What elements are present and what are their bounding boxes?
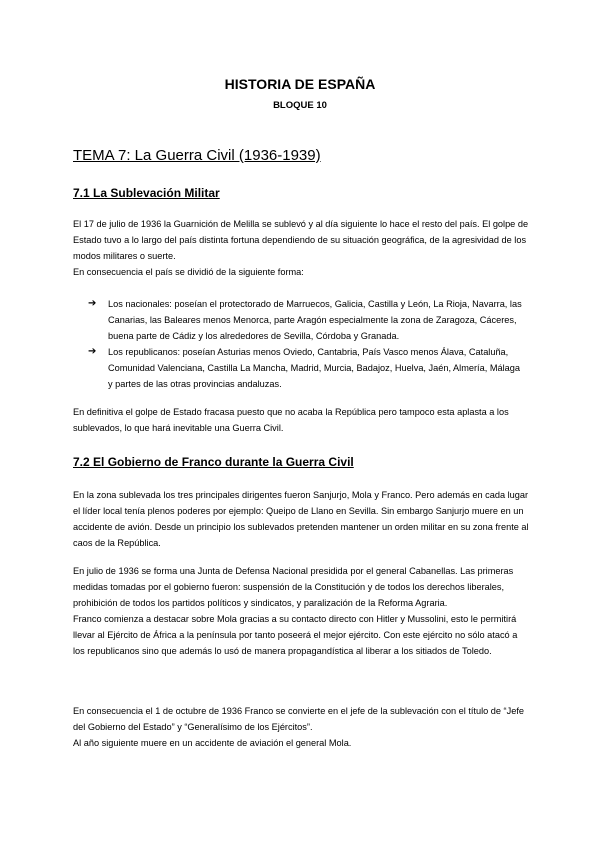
list-item-text: Los nacionales: poseían el protectorado de Marruecos, Galicia, Castilla y León, La Rioja, Navarra, las Canarias, las Baleares menos Menorca, parte Aragón especialmente la zona de Zaragoza, Cáceres, buena parte de Cádiz y los alrededores de Sevilla, Córdoba y Granada. — [108, 299, 522, 341]
paragraph: Franco comienza a destacar sobre Mola gracias a su contacto directo con Hitler y Mussolini, esto le permitirá llevar al Ejército de África a la península por tanto poseerá el mejor ejército. Con este ejército no sólo atacó a los republicanos sino que además lo usó de manera propagandística al liberar a los sitiados de Toledo. — [73, 614, 518, 656]
list-item — [88, 296, 524, 344]
arrow-right-icon: ➔ — [88, 346, 97, 357]
arrow-right-icon: ➔ — [88, 298, 97, 309]
paragraph: En consecuencia el país se dividió de la siguiente forma: — [73, 267, 304, 277]
section-2-paragraph-2 — [73, 563, 529, 659]
document-subtitle: BLOQUE 10 — [273, 100, 327, 111]
section-2-paragraph-1 — [73, 487, 529, 551]
section-2-paragraph-3 — [73, 703, 529, 751]
section-1-conclusion — [73, 404, 529, 436]
paragraph: En julio de 1936 se forma una Junta de Defensa Nacional presidida por el general Cabanellas. Las primeras medidas tomadas por el gobierno fueron: suspensión de la Constitución y de todos los derechos liberales, prohibición de todos los partidos políticos y sindicatos, y paralización de la Reforma Agraria. — [73, 566, 514, 608]
paragraph: Al año siguiente muere en un accidente de aviación el general Mola. — [73, 738, 352, 748]
topic-heading: TEMA 7: La Guerra Civil (1936-1939) — [73, 147, 321, 164]
section-2-heading: 7.2 El Gobierno de Franco durante la Guerra Civil — [73, 455, 354, 469]
list-item-text: Los republicanos: poseían Asturias menos Oviedo, Cantabria, País Vasco menos Álava, Cataluña, Comunidad Valenciana, Castilla La Mancha, Madrid, Murcia, Badajoz, Huelva, Jaén, Almería, Málaga y partes de las otras provincias andaluzas. — [108, 347, 520, 389]
paragraph: En consecuencia el 1 de octubre de 1936 Franco se convierte en el jefe de la sublevación con el título de “Jefe del Gobierno del Estado” y “Generalísimo de los Ejércitos”. — [73, 706, 524, 732]
paragraph: En definitiva el golpe de Estado fracasa puesto que no acaba la República pero tampoco esta aplasta a los sublevados, lo que hará inevitable una Guerra Civil. — [73, 407, 509, 433]
section-1-heading: 7.1 La Sublevación Militar — [73, 186, 220, 200]
paragraph: El 17 de julio de 1936 la Guarnición de Melilla se sublevó y al día siguiente lo hace el resto del país. El golpe de Estado tuvo a lo largo del país distinta fortuna dependiendo de su situación geográfica, de la agresividad de los modos militares o suerte. — [73, 219, 529, 261]
division-list — [88, 296, 524, 392]
section-1-intro — [73, 216, 529, 280]
list-item — [88, 344, 524, 392]
document-title: HISTORIA DE ESPAÑA — [224, 76, 376, 92]
paragraph: En la zona sublevada los tres principales dirigentes fueron Sanjurjo, Mola y Franco. Pero además en cada lugar el líder local tenía plenos poderes por ejemplo: Queipo de Llano en Sevilla. Sin embargo Sanjurjo muere en un accidente de avión. Desde un principio los sublevados pretenden mantener un orden militar en su zona frente al caos de la República. — [73, 490, 529, 548]
